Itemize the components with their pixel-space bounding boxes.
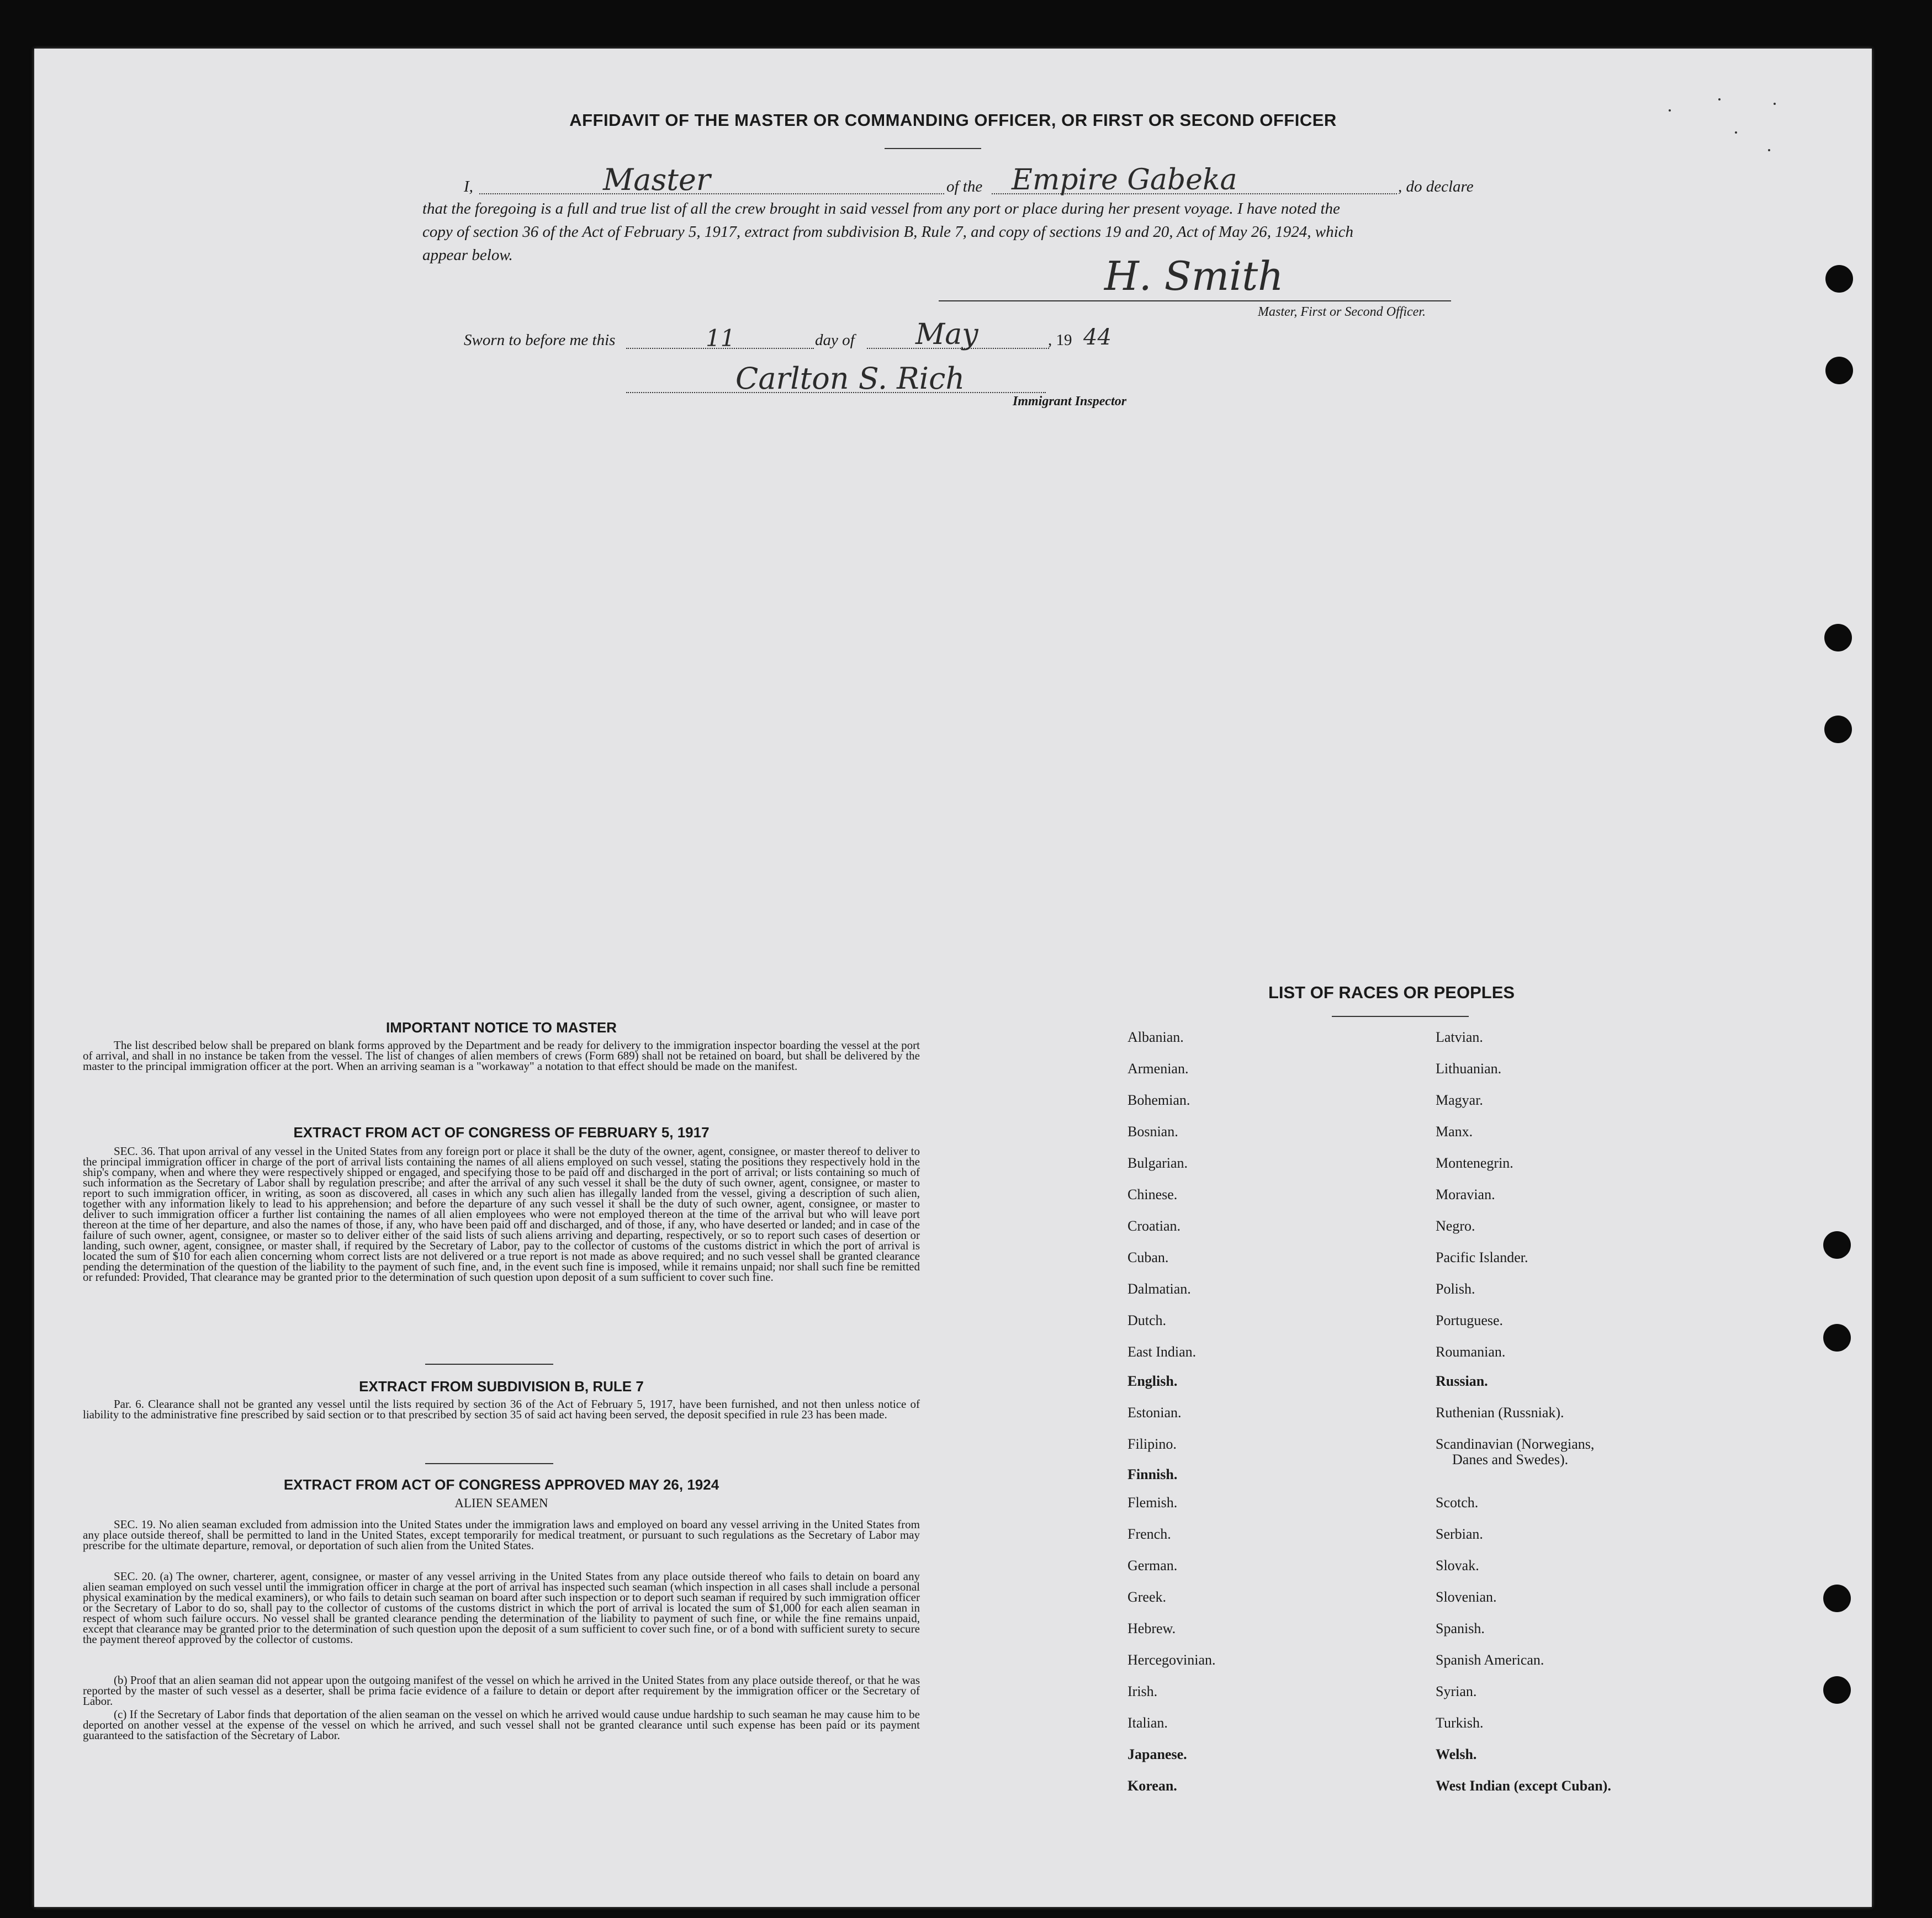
race-albanian: Albanian. (1128, 1029, 1184, 1045)
race-west-indian: West Indian (except Cuban). (1436, 1778, 1611, 1794)
race-east-indian: East Indian. (1128, 1344, 1197, 1360)
divider-1917 (425, 1364, 553, 1365)
race-welsh: Welsh. (1436, 1746, 1477, 1762)
race-serbian: Serbian. (1436, 1526, 1483, 1542)
race-flemish: Flemish. (1128, 1495, 1178, 1511)
master-signature[interactable]: H. Smith (1104, 253, 1284, 299)
do-declare-label: , do declare (1398, 178, 1474, 195)
race-korean: Korean. (1128, 1778, 1177, 1794)
race-chinese: Chinese. (1128, 1186, 1178, 1202)
race-japanese: Japanese. (1128, 1746, 1187, 1762)
race-negro: Negro. (1436, 1218, 1475, 1234)
races-left-column (1128, 1029, 1370, 1809)
race-russian: Russian. (1436, 1373, 1488, 1389)
rank-line (479, 193, 944, 194)
extract-1917-title: EXTRACT FROM ACT OF CONGRESS OF FEBRUARY 5, 1917 (293, 1124, 710, 1141)
inspector-signature[interactable]: Carlton S. Rich (735, 361, 965, 396)
race-irish: Irish. (1128, 1683, 1158, 1699)
race-polish: Polish. (1436, 1281, 1475, 1297)
race-roumanian: Roumanian. (1436, 1344, 1506, 1360)
race-french: French. (1128, 1526, 1171, 1542)
race-bohemian: Bohemian. (1128, 1092, 1190, 1108)
master-signature-caption: Master, First or Second Officer. (1258, 305, 1426, 319)
extract-1924-sec19: SEC. 19. No alien seaman excluded from admission into the United States under the immigration laws and employed on board any vessel arriving in the United States from any place outside thereof, shall be permitted to land in the United States, except temporarily for medical treatment, or pursuant to such regulations as the Secretary of Labor may prescribe for the ultimate departure, removal, or deportation of such alien from the United States. (83, 1518, 920, 1552)
race-bosnian: Bosnian. (1128, 1124, 1178, 1140)
race-pacific-islander: Pacific Islander. (1436, 1249, 1528, 1265)
race-dalmatian: Dalmatian. (1128, 1281, 1191, 1297)
race-turkish: Turkish. (1436, 1715, 1484, 1731)
race-hebrew: Hebrew. (1128, 1620, 1176, 1636)
notice-body: The list described below shall be prepared on blank forms approved by the Department and be ready for delivery to the immigration inspector boarding the vessel at the port of arrival, and shall in no instance be taken from the vessel. The list of changes of alien members of crews (Form 689) shall not be retained on board, but shall be delivered by the master to the principal immigration officer at the port. When an arriving seaman is a "workaway" a notation to that effect should be made on the manifest. (83, 1039, 920, 1073)
vessel-handwritten[interactable]: Empire Gabeka (1012, 163, 1237, 197)
title-divider (885, 148, 981, 149)
notice-title: IMPORTANT NOTICE TO MASTER (386, 1019, 617, 1036)
race-finnish: Finnish. (1128, 1466, 1178, 1482)
affidavit-line-2: that the foregoing is a full and true list of all the crew brought in said vessel from any port or place during her present voyage. I have noted the (422, 200, 1340, 218)
race-bulgarian: Bulgarian. (1128, 1155, 1188, 1171)
form-page (34, 49, 1872, 1907)
affidavit-line-4: appear below. (422, 246, 513, 264)
punch-hole (1823, 1585, 1851, 1612)
race-estonian: Estonian. (1128, 1405, 1182, 1421)
race-cuban: Cuban. (1128, 1249, 1169, 1265)
punch-hole (1823, 1324, 1851, 1352)
extract-1924-sec20c: (c) If the Secretary of Labor finds that deportation of the alien seaman on the vessel on which he arrived would cause undue hardship to such seaman he may cause him to be deported on another vessel at the expense of the vessel on which he arrived, and such vessel shall not be granted clearance until such expense has been paid or its payment guaranteed to the satisfaction of the Secretary of Labor. (83, 1708, 920, 1742)
divider-rule7 (425, 1463, 553, 1464)
race-slovak: Slovak. (1436, 1557, 1479, 1573)
punch-hole (1825, 357, 1853, 384)
race-english: English. (1128, 1373, 1178, 1389)
rank-handwritten[interactable]: Master (603, 162, 711, 197)
i-label: I, (464, 178, 473, 195)
race-syrian: Syrian. (1436, 1683, 1477, 1699)
race-greek: Greek. (1128, 1589, 1167, 1605)
punch-hole (1824, 716, 1852, 743)
extract-1924-title: EXTRACT FROM ACT OF CONGRESS APPROVED MAY 26, 1924 (283, 1476, 719, 1493)
of-the-label: of the (946, 178, 983, 195)
year-handwritten[interactable]: 44 (1083, 325, 1111, 350)
month-handwritten[interactable]: May (915, 318, 978, 351)
day-handwritten[interactable]: 11 (706, 325, 735, 352)
punch-hole (1825, 265, 1853, 293)
extract-1924-sec20b: (b) Proof that an alien seaman did not appear upon the outgoing manifest of the vessel on which he arrived in the United States from any place outside thereof, or that he was reported by the master of such vessel as a deserter, shall be prima facie evidence of a failure to detain or deport after requirement by the immigration officer or the Secretary of Labor. (83, 1673, 920, 1708)
race-armenian: Armenian. (1128, 1061, 1189, 1077)
race-spanish-american: Spanish American. (1436, 1652, 1544, 1668)
race-latvian: Latvian. (1436, 1029, 1483, 1045)
race-italian: Italian. (1128, 1715, 1168, 1731)
race-magyar: Magyar. (1436, 1092, 1483, 1108)
punch-hole (1823, 1676, 1851, 1704)
master-signature-line (939, 300, 1451, 301)
race-croatian: Croatian. (1128, 1218, 1181, 1234)
race-filipino: Filipino. (1128, 1436, 1177, 1452)
race-slovenian: Slovenian. (1436, 1589, 1497, 1605)
affidavit-line-3: copy of section 36 of the Act of February 5, 1917, extract from subdivision B, Rule 7, and copy of sections 19 and 20, Act of May 26, 1924, which (422, 223, 1354, 241)
inspector-caption: Immigrant Inspector (1013, 394, 1127, 409)
extract-1917-body: SEC. 36. That upon arrival of any vessel in the United States from any foreign port or place it shall be the duty of the owner, agent, consignee, or master thereof to deliver to the principal immigration officer in charge of the port of arrival lists containing the names of all aliens employed on such vessel, stating the positions they respectively hold in the ship's company, when and where they were respectively shipped or engaged, and specifying those to be paid off and discharged in the port of arrival; or lists containing so much of such information as the Secretary of Labor shall by regulation prescribe; and after the arrival of any such vessel it shall be the duty of such owner, agent, consignee, or master to report to such immigration officer, in writing, as soon as discovered, all cases in which any such alien has illegally landed from the vessel, giving a description of such alien, together with any information likely to lead to his apprehension; and before the departure of any such vessel it shall be the duty of such owner, agent, consignee, or master to deliver to such immigration officer a further list containing the names of all alien employees who were not employed thereon at the time of the arrival but who will leave port thereon at the time of her departure, and also the names of those, if any, who have been paid off and discharged, and of those, if any, who have deserted or landed; and in case of the failure of such owner, agent, consignee, or master so to deliver either of the said lists of such aliens arriving and departing, respectively, or so to report such cases of desertion or landing, such owner, agent, consignee, or master shall, if required by the Secretary of Labor, pay to the collector of customs of the customs district in which the port of arrival is located the sum of $10 for each alien concerning whom correct lists are not delivered or a true report is not made as above required; and no such vessel shall be granted clearance pending the determination of the question of the liability to the payment of such fine, and, in the event such fine is imposed, while it remains unpaid; nor shall such fine be remitted or refunded: Provided, That clearance may be granted prior to the determination of such question upon deposit of a sum sufficient to cover such fine. (83, 1145, 920, 1284)
race-manx: Manx. (1436, 1124, 1473, 1140)
race-montenegrin: Montenegrin. (1436, 1155, 1513, 1171)
punch-hole (1823, 1231, 1851, 1259)
race-ruthenian: Ruthenian (Russniak). (1436, 1405, 1564, 1421)
inspector-line (626, 392, 1046, 393)
affidavit-title: AFFIDAVIT OF THE MASTER OR COMMANDING OFFICER, OR FIRST OR SECOND OFFICER (569, 110, 1337, 130)
race-portuguese: Portuguese. (1436, 1312, 1504, 1328)
races-title: LIST OF RACES OR PEOPLES (1268, 983, 1515, 1002)
year-prefix: , 19 (1048, 331, 1072, 349)
punch-hole (1824, 624, 1852, 651)
race-lithuanian: Lithuanian. (1436, 1061, 1502, 1077)
speck (1768, 149, 1770, 151)
speck (1718, 98, 1721, 100)
day-of-label: day of (815, 331, 855, 349)
race-spanish: Spanish. (1436, 1620, 1485, 1636)
races-divider (1332, 1016, 1469, 1017)
race-scandinavian-cont: Danes and Swedes). (1452, 1451, 1569, 1467)
race-scandinavian: Scandinavian (Norwegians, (1436, 1436, 1595, 1452)
extract-rule7-title: EXTRACT FROM SUBDIVISION B, RULE 7 (359, 1378, 644, 1395)
race-german: German. (1128, 1557, 1178, 1573)
sworn-label: Sworn to before me this (464, 331, 616, 349)
speck (1669, 109, 1671, 112)
races-right-column (1436, 1029, 1745, 1809)
extract-rule7-body: Par. 6. Clearance shall not be granted any vessel until the lists required by section 36 of the Act of February 5, 1917, have been furnished, and not then unless notice of liability to the administrative fine prescribed by said section or to that prescribed by section 35 of said act having been served, the deposit specified in rule 23 has been made. (83, 1397, 920, 1421)
race-scotch: Scotch. (1436, 1495, 1479, 1511)
extract-1924-subtitle: ALIEN SEAMEN (454, 1496, 548, 1510)
extract-1924-sec20a: SEC. 20. (a) The owner, charterer, agent, consignee, or master of any vessel arriving in the United States from any place outside thereof who fails to detain on board any alien seaman employed on such vessel until the immigration officer in charge at the port of arrival has inspected such seaman (which inspection in all cases shall include a personal physical examination by the medical examiners), or who fails to detain such seaman on board after such inspection or to deport such seaman if required by such immigration officer or the Secretary of Labor to do so, shall pay to the collector of customs of the customs district in which the port of arrival is located the sum of $1,000 for each alien seaman in respect of whom such failure occurs. No vessel shall be granted clearance pending the determination of the liability to payment of such fine, or while the fine remains unpaid, except that clearance may be granted prior to the determination of such question upon the deposit of a sum sufficient to cover such fine, or of a bond with sufficient surety to secure the payment thereof approved by the collector of customs. (83, 1570, 920, 1646)
speck (1774, 103, 1776, 105)
race-moravian: Moravian. (1436, 1186, 1495, 1202)
race-dutch: Dutch. (1128, 1312, 1167, 1328)
race-hercegovinian: Hercegovinian. (1128, 1652, 1216, 1668)
speck (1735, 131, 1737, 134)
